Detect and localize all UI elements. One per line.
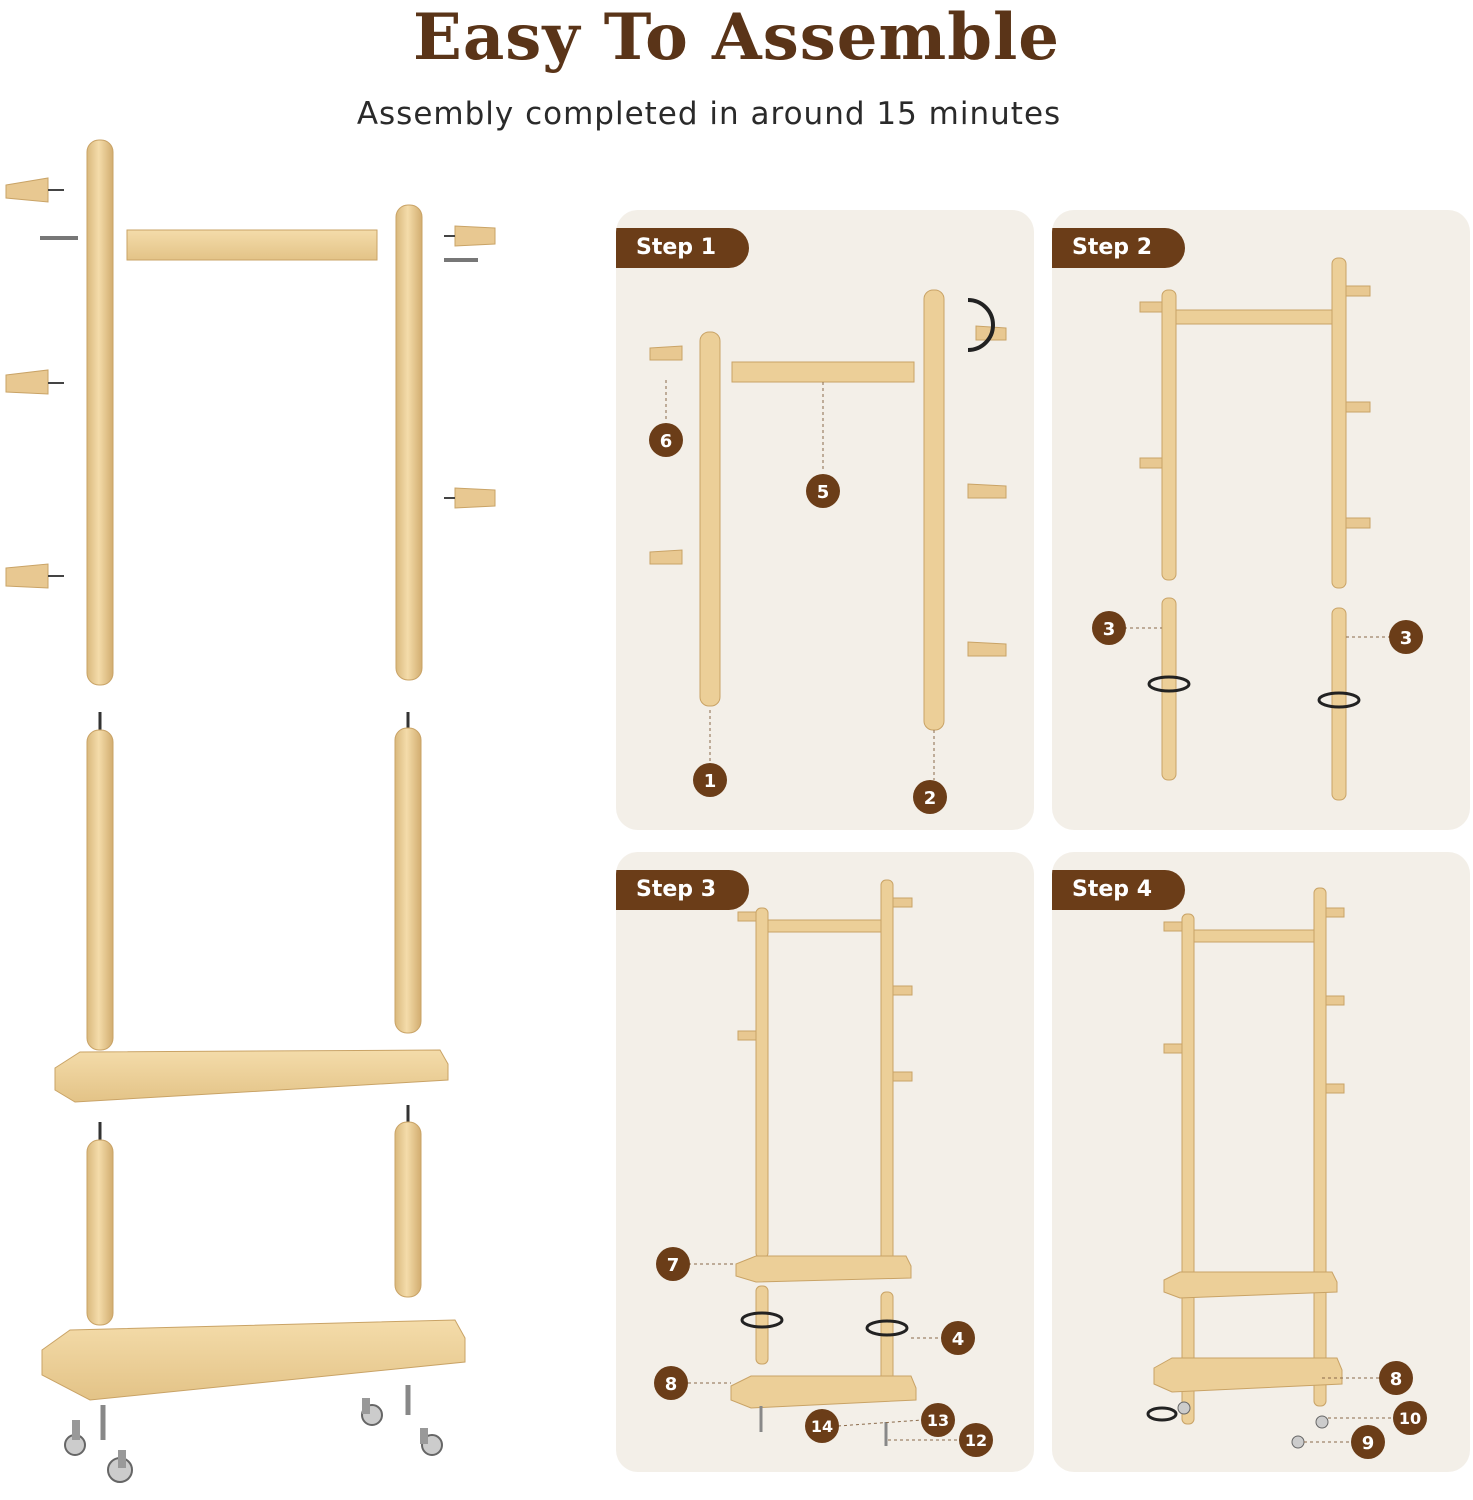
right-upper-pole [396, 205, 422, 680]
left-upper-pole [87, 140, 113, 685]
step-2-panel [1052, 210, 1470, 830]
callout-2 [913, 780, 947, 814]
callout-8 [1379, 1361, 1413, 1395]
hook-left-1 [6, 178, 64, 202]
svg-text:8: 8 [1389, 1369, 1403, 1390]
callout-3-right [1389, 620, 1423, 654]
caster-6 [420, 1428, 442, 1455]
svg-text:14: 14 [810, 1417, 834, 1436]
callout-4 [941, 1321, 975, 1355]
step-4-panel [1052, 852, 1470, 1472]
svg-text:5: 5 [816, 482, 830, 503]
page-title: Easy To Assemble [413, 0, 1060, 75]
callout-9 [1351, 1425, 1385, 1459]
svg-text:8: 8 [664, 1374, 678, 1395]
svg-text:2: 2 [923, 788, 937, 809]
right-lower-pole [395, 1122, 421, 1297]
left-lower-pole [87, 1140, 113, 1325]
step-1-diagram [616, 210, 1034, 830]
step-3-label: Step 3 [616, 870, 749, 910]
top-rail [127, 230, 377, 260]
caster-2 [65, 1420, 85, 1455]
svg-text:6: 6 [659, 431, 673, 452]
hook-left-2 [6, 370, 64, 394]
step-1-label: Step 1 [616, 228, 749, 268]
header [0, 0, 1473, 140]
middle-shelf [55, 1050, 448, 1102]
exploded-view-illustration [0, 130, 520, 1500]
svg-text:9: 9 [1361, 1433, 1375, 1454]
hook-left-3 [6, 564, 64, 588]
step-2-diagram [1052, 210, 1470, 830]
caster-3 [108, 1450, 132, 1482]
callout-14 [805, 1409, 839, 1443]
callout-3-left [1092, 611, 1126, 645]
svg-text:10: 10 [1398, 1409, 1422, 1428]
callout-13 [921, 1403, 955, 1437]
svg-text:3: 3 [1399, 628, 1413, 649]
svg-text:13: 13 [926, 1411, 950, 1430]
callout-6 [649, 423, 683, 457]
hook-right-2 [444, 488, 495, 508]
callout-8 [654, 1366, 688, 1400]
step-4-diagram [1052, 852, 1470, 1472]
step-3-panel [616, 852, 1034, 1472]
svg-text:7: 7 [666, 1255, 680, 1276]
step-1-panel [616, 210, 1034, 830]
callout-1 [693, 763, 727, 797]
step-2-label: Step 2 [1052, 228, 1185, 268]
left-middle-pole [87, 730, 113, 1050]
step-4-label: Step 4 [1052, 870, 1185, 910]
caster-4 [362, 1398, 382, 1425]
svg-text:3: 3 [1102, 619, 1116, 640]
page-subtitle: Assembly completed in around 15 minutes [356, 96, 1062, 132]
callout-10 [1393, 1401, 1427, 1435]
step-3-diagram [616, 852, 1034, 1472]
right-middle-pole [395, 728, 421, 1033]
callout-12 [959, 1423, 993, 1457]
bottom-shelf [42, 1320, 465, 1400]
hook-right-1 [444, 226, 495, 246]
svg-text:12: 12 [964, 1431, 988, 1450]
callout-5 [806, 474, 840, 508]
callout-7 [656, 1247, 690, 1281]
svg-text:4: 4 [951, 1329, 965, 1350]
svg-text:1: 1 [703, 771, 717, 792]
